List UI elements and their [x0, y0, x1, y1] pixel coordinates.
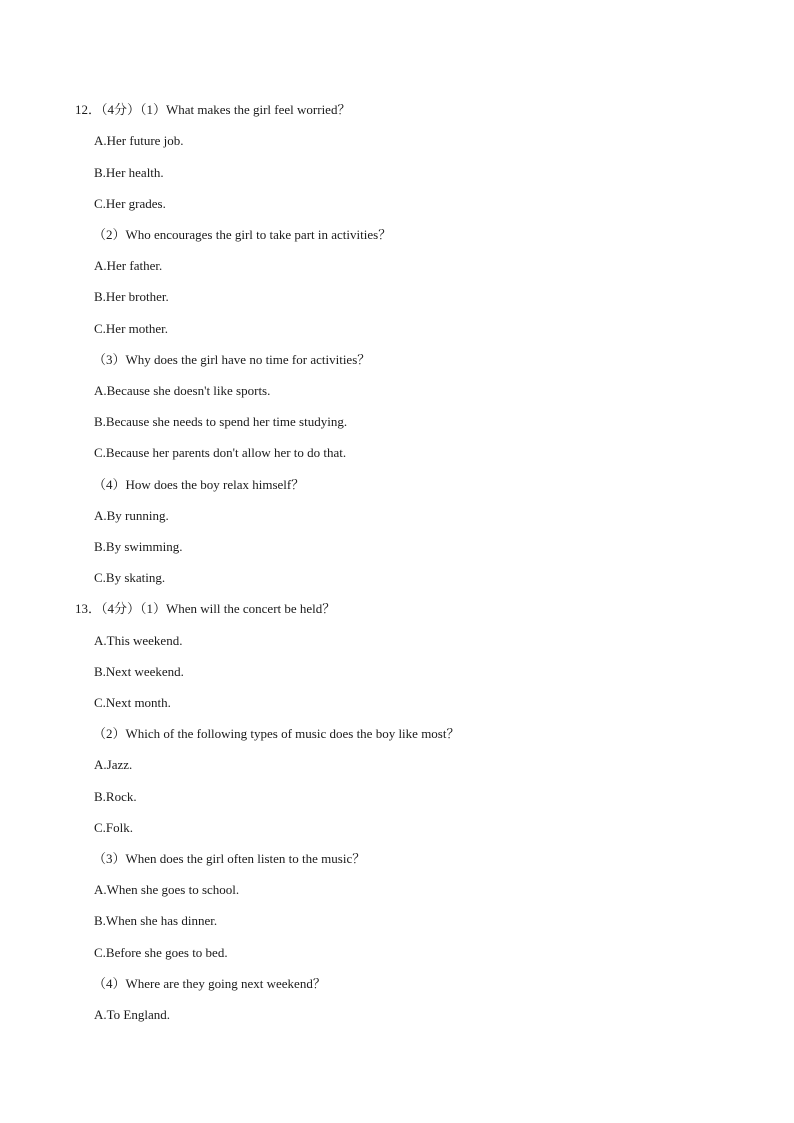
- question-13-heading: 13．（4分）（1）When will the concert be held？: [75, 601, 336, 616]
- q12-sub-question-4: （4）How does the boy relax himself？: [93, 477, 305, 492]
- q13-sub-question-3: （3）When does the girl often listen to the music？: [93, 851, 366, 866]
- q13-3-option-b: B.When she has dinner.: [94, 913, 218, 928]
- q13-3-option-a: A.When she goes to school.: [94, 882, 240, 897]
- q13-3-option-c: C.Before she goes to bed.: [94, 945, 228, 960]
- q13-1-option-b: B.Next weekend.: [94, 664, 184, 679]
- q12-3-option-b: B.Because she needs to spend her time studying.: [94, 414, 348, 429]
- q13-sub-question-4: （4）Where are they going next weekend？: [93, 976, 326, 991]
- q13-4-option-a: A.To England.: [94, 1007, 170, 1022]
- q13-2-option-b: B.Rock.: [94, 789, 137, 804]
- q13-2-option-c: C.Folk.: [94, 820, 134, 835]
- q12-2-option-b: B.Her brother.: [94, 289, 169, 304]
- q12-2-option-a: A.Her father.: [94, 258, 163, 273]
- q12-4-option-a: A.By running.: [94, 508, 169, 523]
- q12-sub-question-3: （3）Why does the girl have no time for activities？: [93, 352, 371, 367]
- q12-1-option-b: B.Her health.: [94, 165, 164, 180]
- q12-3-option-c: C.Because her parents don't allow her to do that.: [94, 445, 347, 460]
- q13-1-option-a: A.This weekend.: [94, 633, 183, 648]
- q12-2-option-c: C.Her mother.: [94, 321, 169, 336]
- q13-sub-question-2: （2）Which of the following types of music does the boy like most？: [93, 726, 460, 741]
- q13-1-option-c: C.Next month.: [94, 695, 171, 710]
- q12-sub-question-2: （2）Who encourages the girl to take part in activities？: [93, 227, 392, 242]
- q12-4-option-c: C.By skating.: [94, 570, 166, 585]
- q12-3-option-a: A.Because she doesn't like sports.: [94, 383, 271, 398]
- q12-4-option-b: B.By swimming.: [94, 539, 183, 554]
- q12-1-option-c: C.Her grades.: [94, 196, 166, 211]
- q13-2-option-a: A.Jazz.: [94, 757, 133, 772]
- q12-1-option-a: A.Her future job.: [94, 133, 184, 148]
- question-12-heading: 12．（4分）（1）What makes the girl feel worried？: [75, 102, 351, 117]
